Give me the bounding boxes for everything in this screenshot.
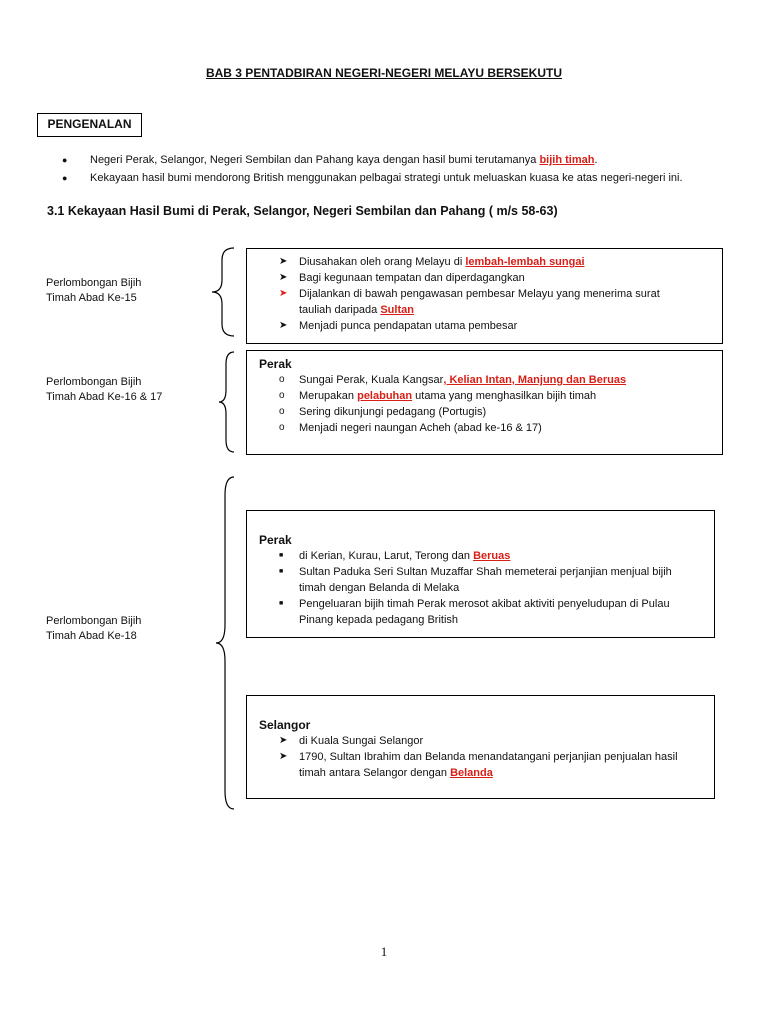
intro-heading: PENGENALAN	[37, 113, 142, 137]
list-item: ➤ 1790, Sultan Ibrahim dan Belanda menandatangani perjanjian penjualan hasil timah antara Selangor dengan Belanda	[279, 751, 678, 779]
square-bullet-icon: ■	[279, 568, 284, 575]
box-abad-16-17	[246, 350, 723, 455]
list-item: o Sungai Perak, Kuala Kangsar, Kelian Intan, Manjung dan Beruas	[279, 374, 627, 386]
box-heading: Perak	[259, 533, 292, 547]
highlight-term: pelabuhan	[357, 390, 413, 402]
list-item: ■ di Kerian, Kurau, Larut, Terong dan Beruas	[279, 550, 511, 562]
arrow-bullet-icon: ➤	[279, 272, 288, 283]
circle-bullet-icon: o	[279, 374, 285, 385]
period-label-18: Perlombongan Bijih Timah Abad Ke-18	[46, 615, 142, 642]
brace-icon	[208, 246, 238, 338]
list-item: o Merupakan pelabuhan utama yang menghasilkan bijih timah	[279, 390, 597, 402]
arrow-bullet-icon: ➤	[279, 288, 288, 299]
list-item: ➤ Diusahakan oleh orang Melayu di lembah-lembah sungai	[279, 256, 585, 268]
section-heading: 3.1 Kekayaan Hasil Bumi di Perak, Selangor, Negeri Sembilan dan Pahang ( m/s 58-63)	[47, 204, 558, 218]
box-heading: Selangor	[259, 718, 311, 732]
intro-bullet-list	[62, 153, 742, 189]
highlight-term: Beruas	[473, 550, 511, 562]
brace-icon	[212, 475, 238, 811]
list-item: ■ Sultan Paduka Seri Sultan Muzaffar Shah memeterai perjanjian menjual bijih timah dengan Belanda di Melaka	[279, 566, 672, 594]
list-item: o Sering dikunjungi pedagang (Portugis)	[279, 406, 487, 418]
arrow-bullet-icon: ➤	[279, 751, 288, 762]
circle-bullet-icon: o	[279, 390, 285, 401]
list-item: ➤ Bagi kegunaan tempatan dan diperdagangkan	[279, 272, 525, 284]
list-item: ➤ Menjadi punca pendapatan utama pembesar	[279, 320, 518, 332]
box-abad-18-perak	[246, 510, 715, 638]
bullet-dot-icon: ●	[62, 155, 68, 165]
document-title: BAB 3 PENTADBIRAN NEGERI-NEGERI MELAYU BERSEKUTU	[205, 66, 563, 80]
bullet-dot-icon: ●	[62, 173, 68, 183]
arrow-bullet-icon: ➤	[279, 256, 288, 267]
circle-bullet-icon: o	[279, 406, 285, 417]
arrow-bullet-icon: ➤	[279, 320, 288, 331]
period-label-15: Perlombongan Bijih Timah Abad Ke-15	[46, 277, 142, 304]
highlight-term: bijih timah	[539, 154, 595, 166]
period-label-16-17: Perlombongan Bijih Timah Abad Ke-16 & 17	[46, 376, 163, 403]
brace-icon	[216, 350, 238, 454]
highlight-term: lembah-lembah sungai	[465, 256, 585, 268]
circle-bullet-icon: o	[279, 422, 285, 433]
box-heading: Perak	[259, 357, 292, 371]
list-item: o Menjadi negeri naungan Acheh (abad ke-16 & 17)	[279, 422, 542, 434]
list-item: ● Kekayaan hasil bumi mendorong British menggunakan pelbagai strategi untuk meluaskan kuasa ke atas negeri-negeri ini.	[62, 172, 683, 184]
box-abad-15	[246, 248, 723, 344]
highlight-term: Sultan	[380, 304, 414, 316]
square-bullet-icon: ■	[279, 552, 284, 559]
page-number: 1	[380, 944, 388, 959]
box-abad-18-selangor	[246, 695, 715, 799]
list-item: ➤ Dijalankan di bawah pengawasan pembesar Melayu yang menerima surat tauliah daripada Sultan	[279, 288, 660, 316]
list-item: ● Negeri Perak, Selangor, Negeri Sembilan dan Pahang kaya dengan hasil bumi terutamanya bijih timah.	[62, 154, 598, 166]
highlight-term: , Kelian Intan, Manjung dan Beruas	[443, 374, 627, 386]
square-bullet-icon: ■	[279, 600, 284, 607]
list-item: ➤ di Kuala Sungai Selangor	[279, 735, 424, 747]
arrow-bullet-icon: ➤	[279, 735, 288, 746]
list-item: ■ Pengeluaran bijih timah Perak merosot akibat aktiviti penyeludupan di Pulau Pinang kepada pedagang British	[279, 598, 670, 626]
highlight-term: Belanda	[450, 767, 493, 779]
